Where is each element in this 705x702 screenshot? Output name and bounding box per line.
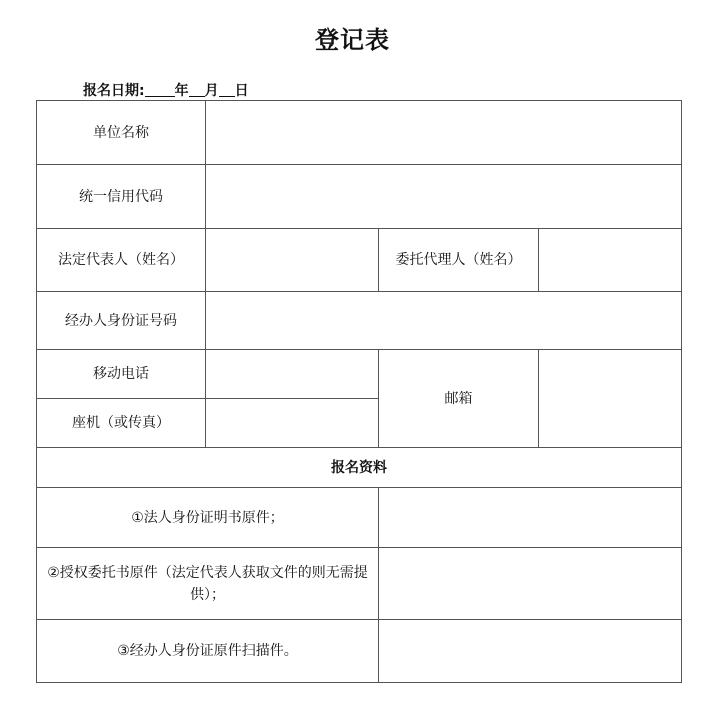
month-label: 月: [204, 83, 219, 99]
material-item-3: ③经办人身份证原件扫描件。: [37, 620, 379, 683]
materials-header-row: [37, 448, 682, 488]
mobile-label: 移动电话: [37, 350, 206, 399]
material-3-field[interactable]: [379, 620, 682, 683]
unit-name-label: 单位名称: [37, 101, 206, 165]
day-label: 日: [234, 83, 249, 99]
month-blank[interactable]: [189, 82, 205, 97]
material-1-field[interactable]: [379, 488, 682, 548]
credit-code-label: 统一信用代码: [37, 165, 206, 229]
material-item-2: ②授权委托书原件（法定代表人获取文件的则无需提供）；: [37, 548, 379, 620]
unit-name-field[interactable]: [206, 101, 682, 165]
material-item-1: ①法人身份证明书原件；: [37, 488, 379, 548]
registration-form-table: [36, 100, 682, 683]
credit-code-field[interactable]: [206, 165, 682, 229]
mobile-row: [37, 350, 682, 399]
email-field[interactable]: [539, 350, 682, 448]
agent-label: 委托代理人（姓名）: [379, 229, 539, 292]
landline-label: 座机（或传真）: [37, 399, 206, 448]
unit-name-row: [37, 101, 682, 165]
handler-id-row: [37, 292, 682, 350]
mobile-field[interactable]: [206, 350, 379, 399]
material-row: [37, 548, 682, 620]
registration-date-line: [83, 80, 249, 100]
credit-code-row: [37, 165, 682, 229]
page-title: 登记表: [315, 26, 390, 54]
legal-rep-label: 法定代表人（姓名）: [37, 229, 206, 292]
landline-field[interactable]: [206, 399, 379, 448]
email-label: 邮箱: [379, 350, 539, 448]
handler-id-field[interactable]: [206, 292, 682, 350]
material-row: [37, 620, 682, 683]
year-label: 年: [174, 83, 189, 99]
materials-header: 报名资料: [37, 448, 682, 488]
material-row: [37, 488, 682, 548]
day-blank[interactable]: [219, 82, 235, 97]
material-2-field[interactable]: [379, 548, 682, 620]
registration-date-label: 报名日期:: [83, 83, 145, 99]
handler-id-label: 经办人身份证号码: [37, 292, 206, 350]
legal-rep-field[interactable]: [206, 229, 379, 292]
representative-row: [37, 229, 682, 292]
agent-field[interactable]: [539, 229, 682, 292]
year-blank[interactable]: [145, 82, 175, 97]
